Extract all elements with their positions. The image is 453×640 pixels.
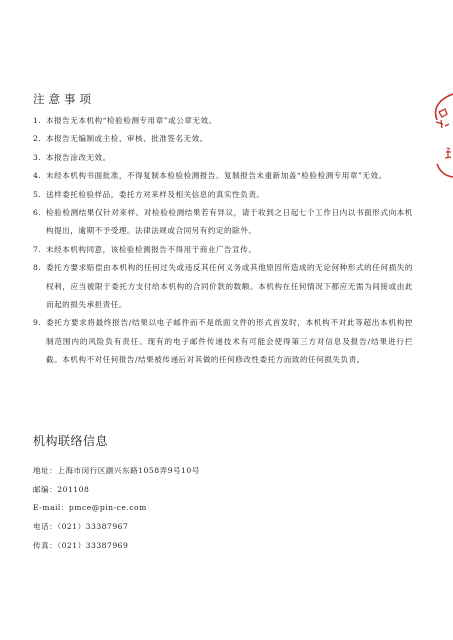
notice-item-number: 4.: [33, 171, 42, 181]
notice-heading: 注意事项: [33, 92, 95, 106]
notice-item-number: 7.: [33, 244, 42, 254]
notice-item: [33, 314, 413, 369]
seal-stamp-image: [427, 90, 453, 178]
notice-item: [33, 167, 413, 185]
contact-address: 地址：上海市闵行区颛兴东路1058弄9号10号: [33, 466, 200, 475]
notice-item-number: 2.: [33, 134, 42, 144]
notice-item-text: 检验检测结果仅针对来样。对检验检测结果若有异议，请于收到之日起七个工作日内以书面形式向本机构提出，逾期不予受理。法律法规或合同另有约定的除外。: [46, 208, 413, 236]
notice-item-text: 委托方要求赔偿由本机构的任何过失或违反其任何义务或其他原因所造成的无论何种形式的任何损失的权利，应当被限于委托方支付给本机构的合同价款的数额。本机构在任何情况下都应无需为间接或由此而起的损失承担责任。: [46, 263, 413, 310]
notice-item: [33, 149, 413, 167]
notice-item-number: 3.: [33, 152, 42, 162]
notice-item-number: 5.: [33, 189, 42, 199]
notice-item-text: 未经本机构同意，该检验检测报告不得用于商业广告宣传。: [46, 244, 257, 254]
notice-item-number: 1.: [33, 116, 42, 125]
notice-item-number: 6.: [33, 208, 42, 218]
notice-item: [33, 186, 413, 204]
notice-item-text: 送样委托检验样品，委托方对来样及相关信息的真实性负责。: [46, 189, 265, 199]
notice-item: [33, 112, 413, 130]
contact-info: [33, 462, 200, 556]
red-seal-fragment: [427, 90, 453, 178]
notice-item-text: 委托方要求将最终报告/结果以电子邮件而不是纸面文件的形式首发时，本机构不对此等超出本机构控制范围内的风险负有责任。现有的电子邮件传递技术有可能会使得第三方对信息及报告/结果进行拦截。本机构不对任何报告/结果被传递后对其做的任何修改性委托方而致的任何损失负责。: [46, 318, 413, 365]
contact-postcode: 邮编：201108: [33, 484, 90, 494]
notice-item: [33, 259, 413, 314]
notice-item-number: 9.: [33, 318, 42, 328]
notice-item-text: 本报告无编制或主检、审核、批准签名无效。: [46, 134, 208, 144]
notice-item: [33, 130, 413, 148]
contact-phone: 电话：（021）33387967: [33, 522, 129, 532]
notice-list: [33, 112, 413, 370]
notice-item-number: 8.: [33, 263, 42, 273]
notice-item-text: 本报告涂改无效。: [46, 152, 111, 162]
contact-heading: 机构联络信息: [33, 434, 109, 448]
notice-item-text: 未经本机构书面批准，不得复制本检验检测报告。复制报告未重新加盖“检验检测专用章”无效。: [46, 171, 387, 181]
contact-fax: 传真：（021）33387969: [33, 540, 129, 550]
notice-item: [33, 204, 413, 241]
contact-email: E-mail：pmce@pin-ce.com: [33, 503, 147, 513]
notice-item-text: 本报告无本机构“检验检测专用章”或公章无效。: [46, 116, 217, 125]
notice-item: [33, 241, 413, 259]
